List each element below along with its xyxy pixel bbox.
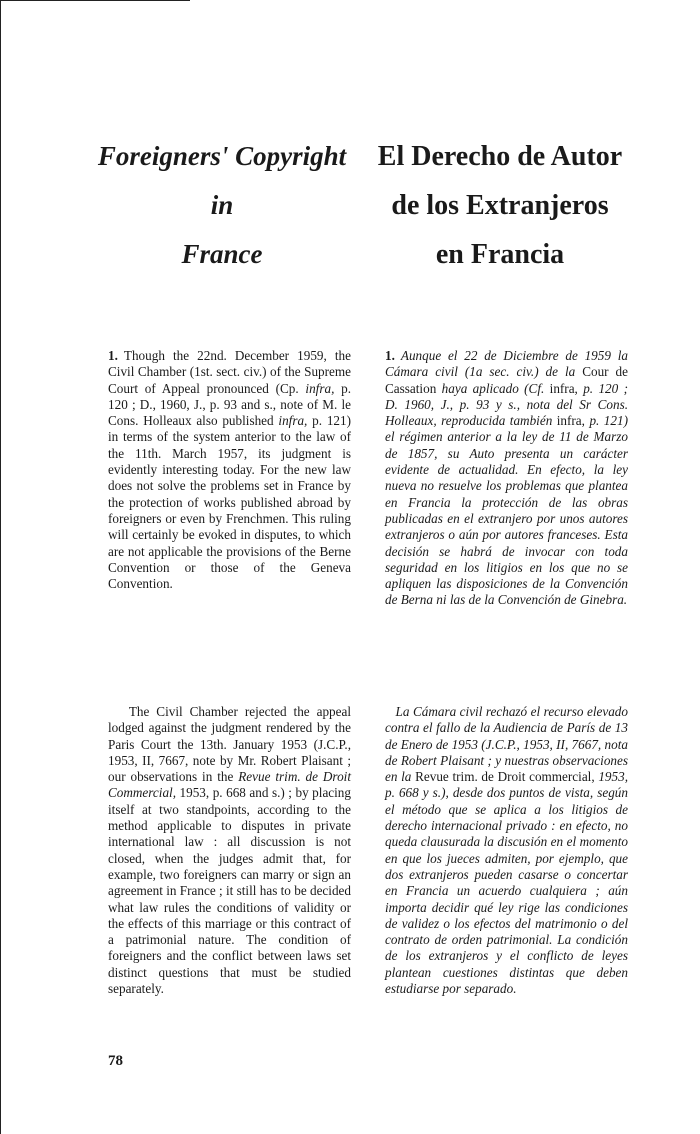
page-number: 78 [108,1053,123,1069]
left-margin-rule [0,0,1,1134]
spanish-p1-court: Cour de Cassation [385,364,628,396]
spanish-p1-infra-2: infra, [556,413,585,429]
english-p1-infra: infra, [305,380,335,396]
spanish-p1-text-1: Aunque el 22 de Diciembre de 1959 la Cámara civil (1a sec. civ.) de la [385,348,628,380]
spanish-p2-journal: Revue trim. de Droit commercial, [415,769,595,785]
title-english-line2: in [210,190,234,220]
english-paragraph-number: 1. [108,348,118,363]
title-spanish [365,132,635,279]
english-p2-journal: Revue trim. de Droit Commercial, [108,769,351,801]
title-spanish-line3: en Francia [435,239,565,270]
title-english-line3: France [181,239,263,269]
english-p2-text-1: The Civil Chamber rejected the appeal lodged against the judgment rendered by the Paris Court the 13th. January 1953 (J.C.P., 1953, II, 7667, note by Mr. Robert Plaisant ; our observations in the [108,704,351,785]
spanish-paragraph-1 [385,348,628,609]
title-english-line1: Foreigners' Copyright [97,141,347,171]
spanish-paragraph-number: 1. [385,348,395,363]
spanish-p1-text-2: haya aplicado (Cf. [436,380,550,396]
spanish-p1-text-3: p. 120 ; D. 1960, J., p. 93 y s., nota del Sr Cons. Holleaux, reproducida también [385,380,628,429]
title-english [88,132,356,279]
top-margin-rule [0,0,190,1]
spanish-p1-text-4: p. 121) el régimen anterior a la ley de 11 de Marzo de 1857, su Auto presenta un carácter evidente de actualidad. En efecto, la ley nueva no resuelve los problemas que plantea en Francia la protección de las obras publicadas en el extranjero por unos autores extranjeros o aún por autores franceses. Esta decisión se habrá de invocar con toda seguridad en los litigios en los que no se apliquen las disposiciones de la Convención de Berna ni las de la Convención de Ginebra. [385,413,628,608]
english-p2-text-2: 1953, p. 668 and s.) ; by placing itself at two standpoints, according to the method applicable to disputes in private international law : all discussion is not closed, when the judges admit that, for example, two foreigners can marry or sign an agreement in France ; it still has to be decided what law rules the conditions of validity or the effects of this marriage or this contract of a patrimonial nature. The condition of foreigners and the conflict between laws set distinct questions that must be studied separately. [108,785,351,997]
spanish-p1-infra: infra, [549,380,578,396]
english-paragraph-2 [108,704,351,997]
english-p1-infra-2: infra, [278,413,308,429]
spanish-p2-text-1: La Cámara civil rechazó el recurso elevado contra el fallo de la Audiencia de París de 13 de Enero de 1953 (J.C.P., 1953, II, 7667, nota de Robert Plaisant ; y nuestras observaciones en la [385,704,628,785]
english-paragraph-1 [108,348,351,592]
spanish-paragraph-2 [385,704,628,997]
english-p1-text-2: p. 120 ; D., 1960, J., p. 93 and s., note of M. le Cons. Holleaux also published [108,380,352,429]
title-spanish-line2: de los Extranjeros [391,190,609,221]
title-spanish-line1: El Derecho de Autor [377,141,623,172]
english-p1-text-3: p. 121) in terms of the system anterior to the law of the 11th. March 1957, its judgment is evidently interesting today. For the new law does not solve the problems set in France by the protection of works published abroad by foreigners or even by Frenchmen. This ruling will certainly be evoked in disputes, to which are not applicable the provisions of the Berne Convention or those of the Geneva Convention. [108,413,351,592]
english-p1-text-1: Though the 22nd. December 1959, the Civil Chamber (1st. sect. civ.) of the Supreme Court of Appeal pronounced (Cp. [108,348,351,396]
spanish-p2-text-2: 1953, p. 668 y s.), desde dos puntos de vista, según el método que se aplica a los litigios de derecho internacional privado : en efecto, no queda clausurada la discusión en el momento en que los jueces admiten, por ejemplo, que dos extranjeros pueden casarse o concertar en Francia un acuerdo cualquiera ; aún importa decidir qué ley rige las condiciones de validez o los efectos del matrimonio o del contrato de orden patrimonial. La condición de los extranjeros y el conflicto de leyes plantean cuestiones distintas que deben estudiarse por separado. [385,769,628,997]
